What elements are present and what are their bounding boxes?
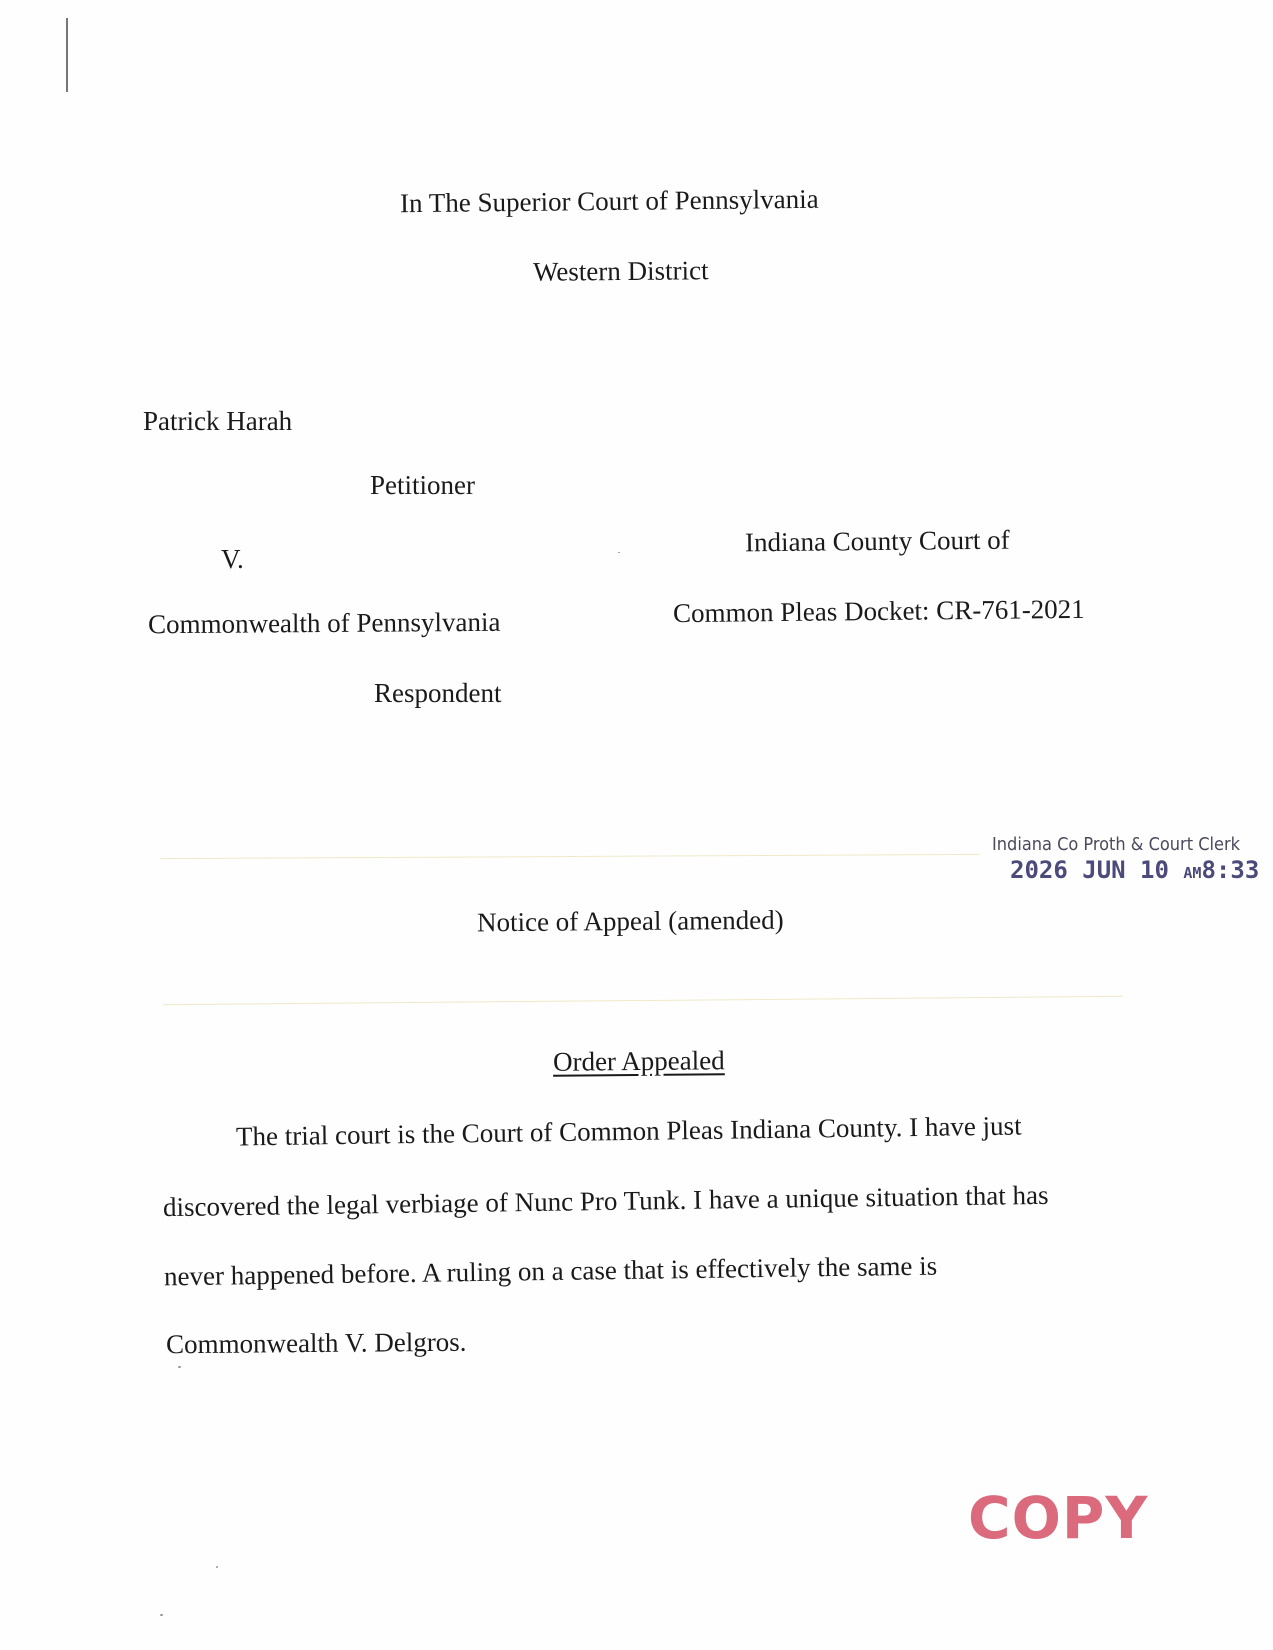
section-heading: Order Appealed (552, 1045, 725, 1077)
copy-stamp: COPY (968, 1484, 1149, 1552)
filing-stamp-datetime (1010, 856, 1259, 884)
respondent-role: Respondent (374, 678, 502, 708)
scan-speck (216, 1566, 218, 1568)
body-line-2: discovered the legal verbiage of Nunc Pro Tunk. I have a unique situation that has (162, 1179, 1049, 1223)
petitioner-role: Petitioner (370, 470, 475, 500)
petitioner-name: Patrick Harah (143, 406, 293, 436)
filing-stamp-clerk: Indiana Co Proth & Court Clerk (992, 834, 1241, 855)
court-name: In The Superior Court of Pennsylvania (399, 183, 819, 219)
body-line-3: never happened before. A ruling on a case that is effectively the same is (163, 1250, 938, 1292)
versus-label: V. (221, 544, 244, 574)
filing-stamp-time: 8:33 (1201, 856, 1260, 884)
scan-speck (178, 1366, 181, 1368)
docket-line-1: Indiana County Court of (744, 524, 1010, 558)
body-line-1: The trial court is the Court of Common Pleas Indiana County. I have just (235, 1110, 1022, 1152)
document-title: Notice of Appeal (amended) (476, 904, 784, 938)
docket-line-2: Common Pleas Docket: CR-761-2021 (672, 593, 1085, 629)
court-district: Western District (532, 255, 709, 287)
filing-stamp-ampm: AM (1183, 864, 1202, 882)
filing-stamp-date: 2026 JUN 10 (1010, 856, 1169, 884)
divider-top (160, 854, 980, 859)
divider-bottom (163, 996, 1123, 1005)
scan-speck (160, 1614, 163, 1616)
scan-speck (618, 552, 620, 553)
body-line-4: Commonwealth V. Delgros. (165, 1326, 467, 1360)
staple-mark (66, 18, 68, 92)
respondent-name: Commonwealth of Pennsylvania (147, 606, 501, 640)
